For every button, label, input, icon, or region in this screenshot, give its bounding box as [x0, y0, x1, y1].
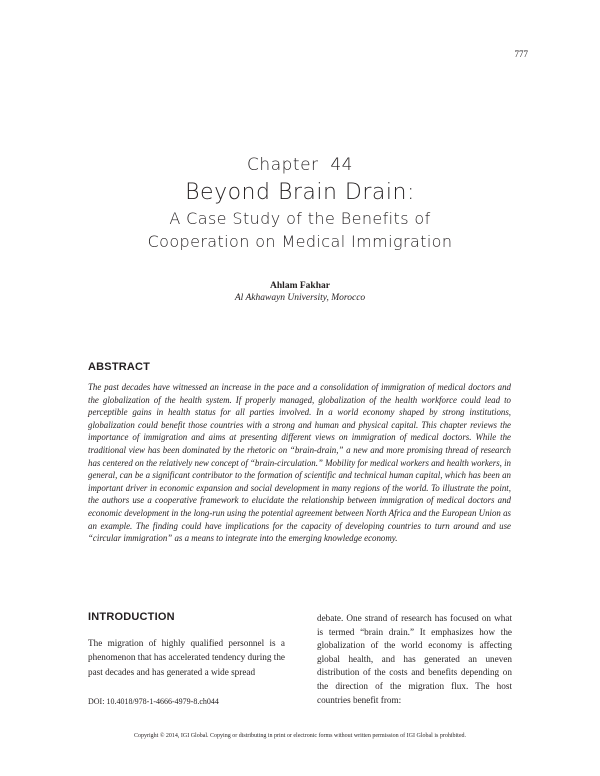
introduction-heading: INTRODUCTION: [88, 611, 175, 623]
chapter-subtitle-line-1: A Case Study of the Benefits of: [169, 209, 431, 228]
doi-reference: DOI: 10.4018/978-1-4666-4979-8.ch044: [88, 697, 219, 706]
chapter-label: Chapter 44: [247, 155, 353, 175]
author-name: Ahlam Fakhar: [270, 281, 330, 291]
chapter-title: Beyond Brain Drain:: [185, 180, 415, 205]
page-number: 777: [514, 49, 528, 59]
introduction-right-column: debate. One strand of research has focused on what is termed “brain drain.” It emphasizes how the globalization of the world economy is affecting global health, and has generated an uneven distribution of the costs and benefits depending on the direction of the migration flux. The host countries benefit from:: [317, 613, 512, 705]
abstract-text: The past decades have witnessed an increase in the pace and a consolidation of immigration of medical doctors and the globalization of the health system. If properly managed, globalization of the health workforce could lead to perceptible gains in health status for all parties involved. In a world economy shaped by strong institutions, globalization could benefit those countries with a strong and human and physical capital. This chapter reviews the importance of immigration and aims at presenting different views on immigration of medical doctors. While the traditional view has been dominated by the rhetoric on “brain-drain,” a new and more promising thread of research has centered on the relatively new concept of “brain-circulation.” Mobility for medical workers and health workers, in general, can be a significant contributor to the formation of scientific and technical human capital, which has been an important driver in economic expansion and social development in many regions of the world. To illustrate the point, the authors use a cooperative framework to elucidate the relationship between immigration of medical doctors and economic development in the long-run using the potential agreement between North Africa and the European Union as an example. The finding could have implications for the capacity of developing countries to turn around and use “circular immigration” as a means to integrate into the emerging knowledge economy.: [88, 382, 511, 544]
chapter-subtitle-line-2: Cooperation on Medical Immigration: [147, 232, 453, 251]
copyright-notice: Copyright © 2014, IGI Global. Copying or distributing in print or electronic forms without written permission of IGI Global is prohibited.: [133, 733, 466, 739]
abstract-heading: ABSTRACT: [88, 361, 151, 373]
introduction-left-column: The migration of highly qualified personnel is a phenomenon that has accelerated tendency during the past decades and has generated a wide spread: [88, 638, 285, 677]
author-affiliation: Al Akhawayn University, Morocco: [234, 293, 366, 303]
